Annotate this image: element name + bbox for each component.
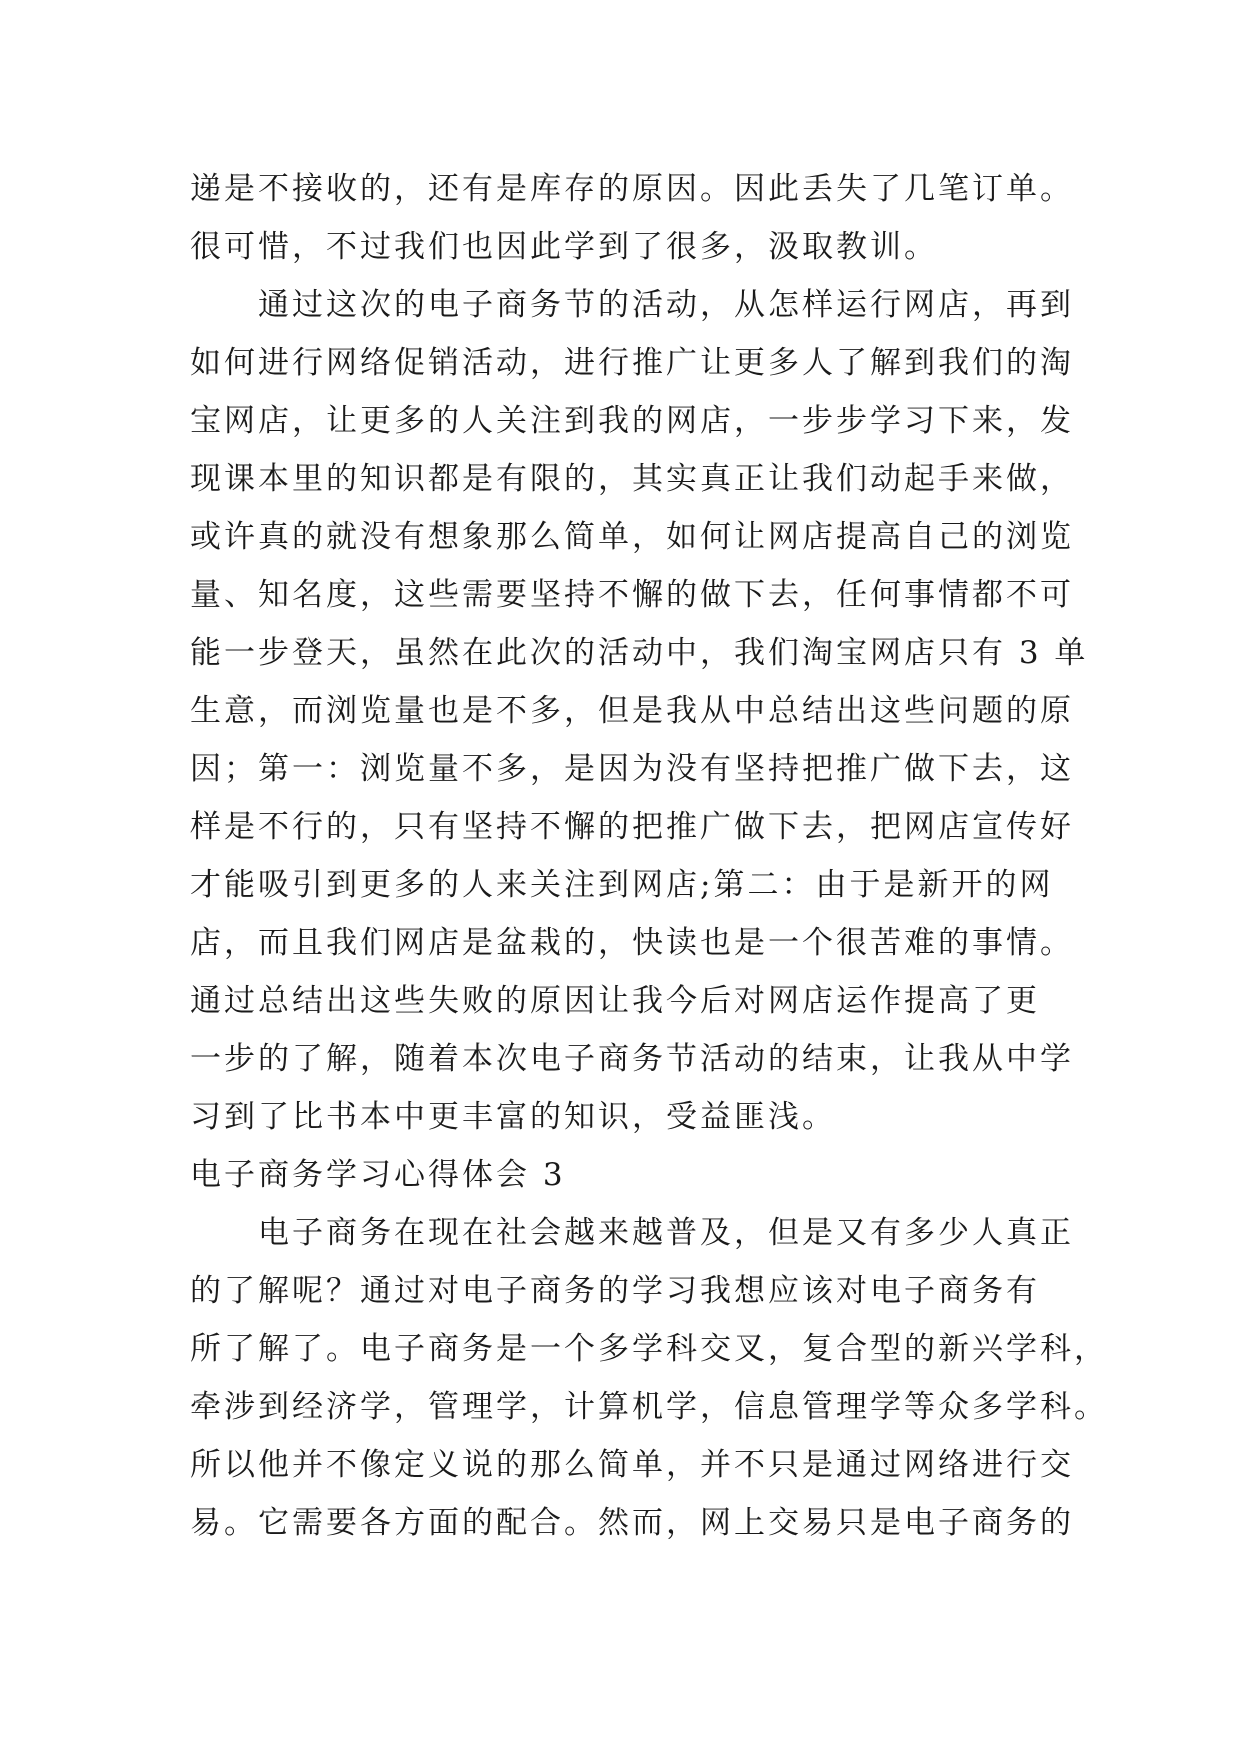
text-line: 易。它需要各方面的配合。然而，网上交易只是电子商务的 [190,1505,1074,1541]
text-line: 的了解呢？通过对电子商务的学习我想应该对电子商务有 [190,1273,1040,1309]
text-line: 量、知名度，这些需要坚持不懈的做下去，任何事情都不可 [190,577,1074,613]
text-line: 店，而且我们网店是盆栽的，快读也是一个很苦难的事情。 [190,925,1074,961]
text-line: 或许真的就没有想象那么简单，如何让网店提高自己的浏览 [190,519,1074,555]
text-line: 生意，而浏览量也是不多，但是我从中总结出这些问题的原 [190,693,1074,729]
text-line: 递是不接收的，还有是库存的原因。因此丢失了几笔订单。 [190,171,1074,207]
paragraph-start-line: 电子商务在现在社会越来越普及，但是又有多少人真正 [190,1215,1074,1251]
document-body [190,160,1108,1552]
text-line: 通过总结出这些失败的原因让我今后对网店运作提高了更 [190,983,1040,1019]
text-line: 现课本里的知识都是有限的，其实真正让我们动起手来做， [190,461,1074,497]
text-line: 才能吸引到更多的人来关注到网店;第二：由于是新开的网 [190,867,1054,903]
text-line: 习到了比书本中更丰富的知识，受益匪浅。 [190,1099,836,1135]
text-line: 如何进行网络促销活动，进行推广让更多人了解到我们的淘 [190,345,1074,381]
paragraph-start-line: 通过这次的电子商务节的活动，从怎样运行网店，再到 [190,287,1074,323]
section-heading: 电子商务学习心得体会 3 [190,1157,566,1193]
text-line: 所以他并不像定义说的那么简单，并不只是通过网络进行交 [190,1447,1074,1483]
text-line: 能一步登天，虽然在此次的活动中，我们淘宝网店只有 3 单 [190,635,1089,671]
text-line: 宝网店，让更多的人关注到我的网店，一步步学习下来，发 [190,403,1074,439]
text-line: 一步的了解，随着本次电子商务节活动的结束，让我从中学 [190,1041,1074,1077]
text-line: 样是不行的，只有坚持不懈的把推广做下去，把网店宣传好 [190,809,1074,845]
text-line: 很可惜，不过我们也因此学到了很多，汲取教训。 [190,229,938,265]
text-line: 所了解了。电子商务是一个多学科交叉，复合型的新兴学科， [190,1331,1108,1367]
text-line: 因；第一：浏览量不多，是因为没有坚持把推广做下去，这 [190,751,1074,787]
text-line: 牵涉到经济学，管理学，计算机学，信息管理学等众多学科。 [190,1389,1108,1425]
